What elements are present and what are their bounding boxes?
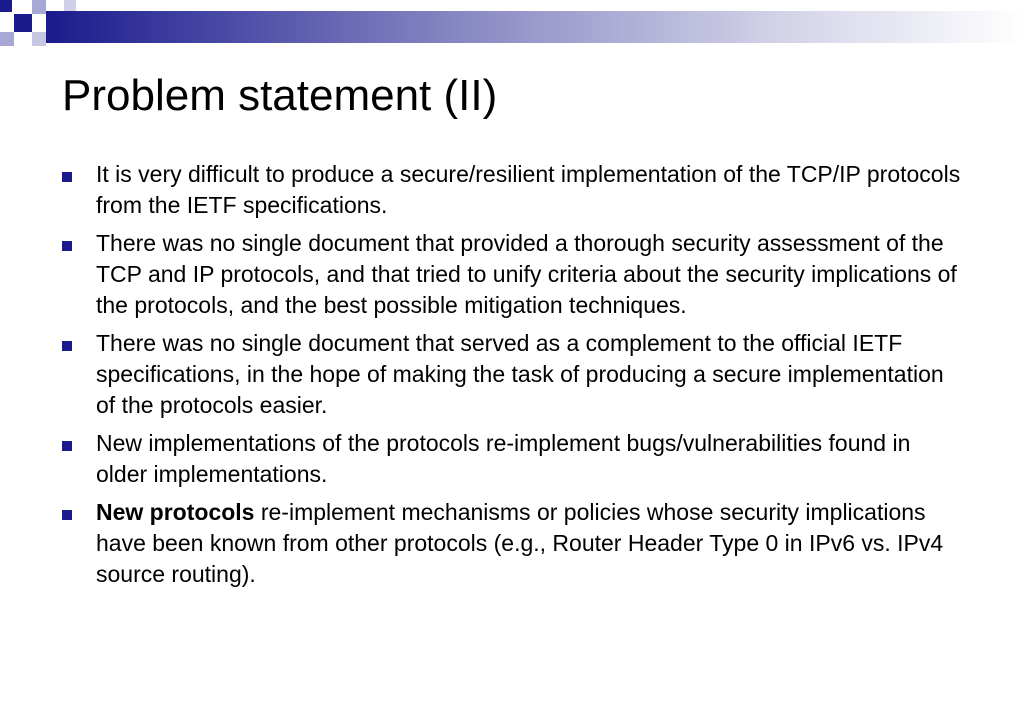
square-bullet-icon xyxy=(62,441,72,451)
list-item xyxy=(62,428,962,490)
decor-square xyxy=(32,0,46,14)
decor-square xyxy=(32,32,46,46)
header-decoration xyxy=(0,0,1023,60)
bullet-text: re-implement mechanisms or policies whose security implications have been known from other protocols (e.g., Router Header Type 0 in IPv6 vs. IPv4 source routing). xyxy=(96,499,944,587)
header-gradient-bar xyxy=(46,11,1023,43)
square-bullet-icon xyxy=(62,241,72,251)
slide-title: Problem statement (II) xyxy=(62,71,498,120)
bullet-text: It is very difficult to produce a secure/resilient implementation of the TCP/IP protocols from the IETF specifications. xyxy=(96,161,961,218)
bullet-list xyxy=(62,159,962,597)
bullet-bold-text: New protocols xyxy=(96,499,255,525)
decor-square xyxy=(0,32,14,46)
list-item xyxy=(62,159,962,221)
list-item xyxy=(62,497,962,590)
square-bullet-icon xyxy=(62,510,72,520)
bullet-text: There was no single document that provided a thorough security assessment of the TCP and IP protocols, and that tried to unify criteria about the security implications of the protocols, and the best possible mitigation techniques. xyxy=(96,230,957,318)
bullet-text: New implementations of the protocols re-implement bugs/vulnerabilities found in older implementations. xyxy=(96,430,911,487)
decor-square xyxy=(14,14,32,32)
list-item xyxy=(62,328,962,421)
decor-square xyxy=(0,0,12,12)
bullet-text: There was no single document that served as a complement to the official IETF specifications, in the hope of making the task of producing a secure implementation of the protocols easier. xyxy=(96,330,944,418)
square-bullet-icon xyxy=(62,172,72,182)
square-bullet-icon xyxy=(62,341,72,351)
decor-square xyxy=(64,0,76,11)
list-item xyxy=(62,228,962,321)
